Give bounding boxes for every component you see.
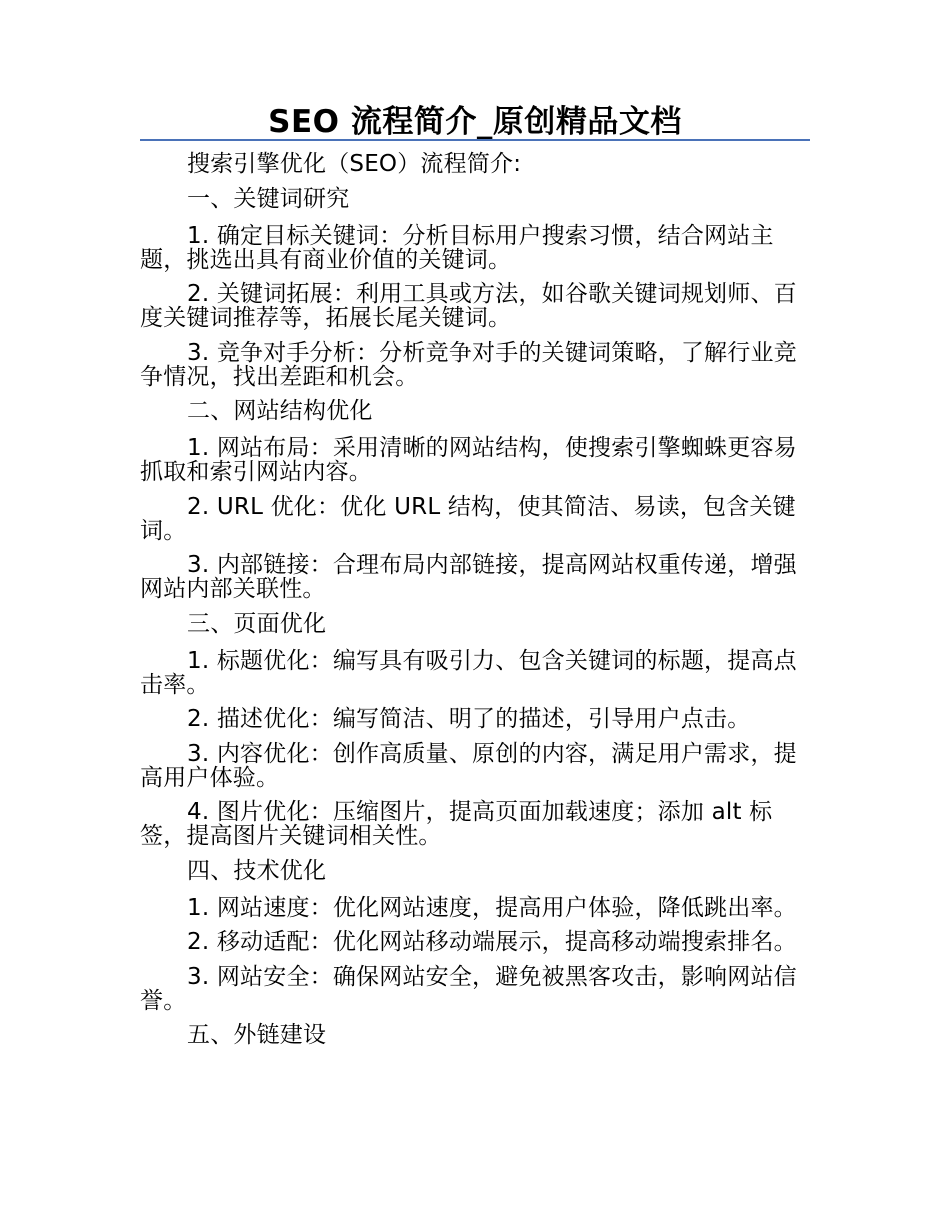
list-item: 2. URL 优化：优化 URL 结构，使其简洁、易读，包含关键词。 bbox=[140, 493, 796, 544]
list-item: 3. 网站安全：确保网站安全，避免被黑客攻击，影响网站信誉。 bbox=[140, 963, 797, 1014]
list-item: 3. 内部链接：合理布局内部链接，提高网站权重传递，增强网站内部关联性。 bbox=[140, 552, 797, 602]
list-item: 3. 内容优化：创作高质量、原创的内容，满足用户需求，提高用户体验。 bbox=[140, 740, 797, 791]
list-item: 1. 网站速度：优化网站速度，提高用户体验，降低跳出率。 bbox=[187, 894, 797, 921]
list-item: 1. 网站布局：采用清晰的网站结构，使搜索引擎蜘蛛更容易抓取和索引网站内容。 bbox=[140, 435, 797, 485]
list-item: 1. 标题优化：编写具有吸引力、包含关键词的标题，提高点击率。 bbox=[140, 647, 797, 698]
section-heading-technical-optimization: 四、技术优化 bbox=[187, 857, 327, 884]
intro-paragraph: 搜索引擎优化（SEO）流程简介: bbox=[187, 151, 522, 177]
section-heading-site-structure: 二、网站结构优化 bbox=[187, 398, 373, 424]
list-item: 1. 确定目标关键词：分析目标用户搜索习惯，结合网站主题，挑选出具有商业价值的关键词。 bbox=[140, 222, 774, 273]
document-body bbox=[140, 152, 812, 1060]
list-item: 3. 竞争对手分析：分析竞争对手的关键词策略，了解行业竞争情况，找出差距和机会。 bbox=[140, 339, 797, 390]
list-item: 2. 描述优化：编写简洁、明了的描述，引导用户点击。 bbox=[187, 706, 751, 732]
section-heading-keyword-research: 一、关键词研究 bbox=[187, 185, 350, 212]
section-heading-page-optimization: 三、页面优化 bbox=[187, 610, 327, 637]
list-item: 4. 图片优化：压缩图片，提高页面加载速度；添加 alt 标签，提高图片关键词相关性。 bbox=[140, 799, 773, 849]
document-title: SEO 流程简介_原创精品文档 bbox=[268, 104, 682, 140]
list-item: 2. 移动适配：优化网站移动端展示，提高移动端搜索排名。 bbox=[187, 929, 797, 955]
title-underline bbox=[140, 139, 810, 141]
list-item: 2. 关键词拓展：利用工具或方法，如谷歌关键词规划师、百度关键词推荐等，拓展长尾关键词。 bbox=[140, 281, 797, 331]
section-heading-link-building: 五、外链建设 bbox=[187, 1022, 327, 1048]
